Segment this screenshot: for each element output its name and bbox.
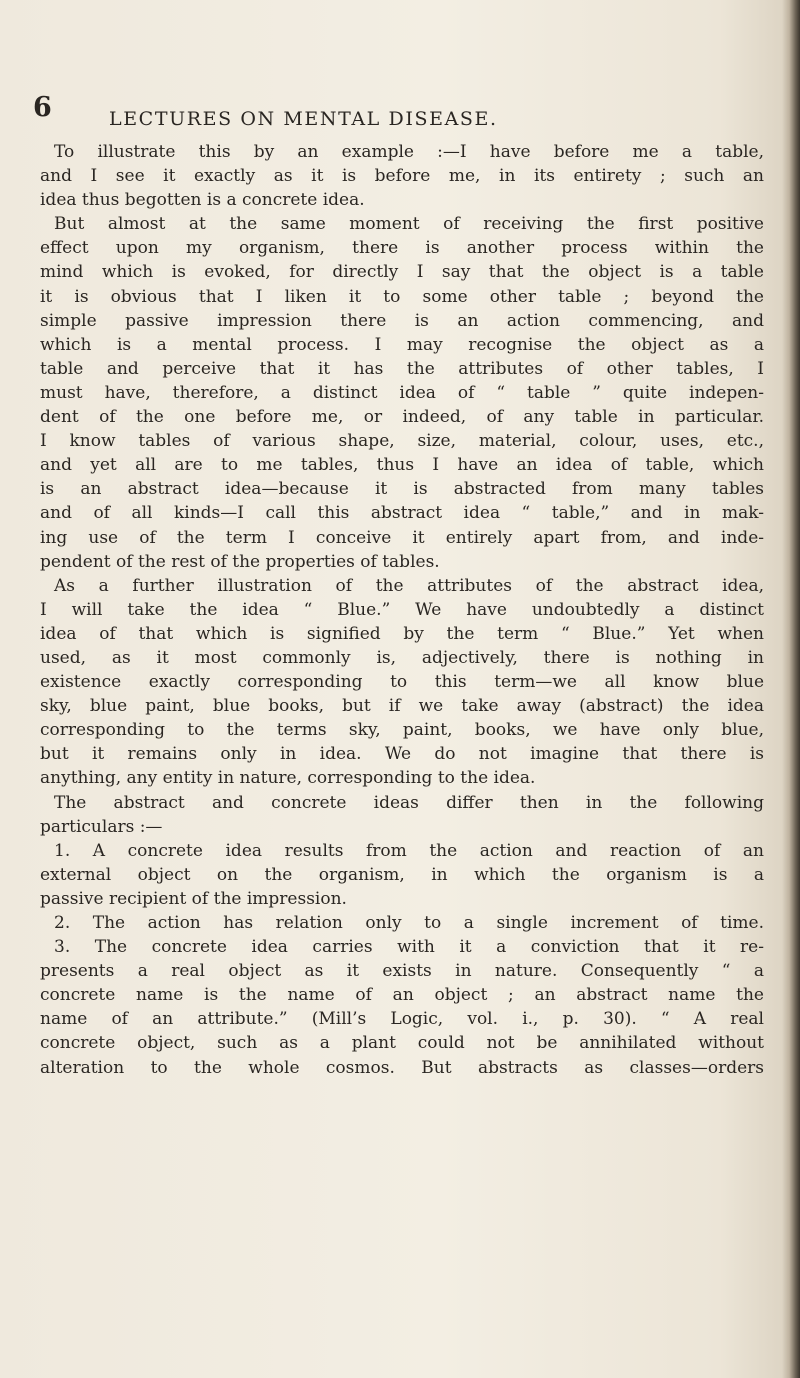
- text-line: ing use of the term I conceive it entirely apart from, and inde-: [40, 527, 764, 548]
- text-line: but it remains only in idea. We do not imagine that there is: [40, 744, 764, 765]
- text-line: which is a mental process. I may recognise the object as a: [40, 334, 764, 355]
- text-line: particulars :—: [40, 816, 163, 837]
- text-line: 1. A concrete idea results from the action and reaction of an: [54, 840, 764, 861]
- text-line: corresponding to the terms sky, paint, books, we have only blue,: [40, 720, 764, 741]
- text-line: concrete name is the name of an object ; an abstract name the: [40, 985, 764, 1006]
- text-line: effect upon my organism, there is another process within the: [40, 238, 764, 259]
- text-line: existence exactly corresponding to this term—we all know blue: [40, 672, 764, 693]
- text-line: sky, blue paint, blue books, but if we take away (abstract) the idea: [40, 696, 764, 717]
- text-line: I will take the idea “ Blue.” We have undoubtedly a distinct: [40, 599, 764, 620]
- text-line: I know tables of various shape, size, material, colour, uses, etc.,: [40, 431, 764, 452]
- text-line: used, as it most commonly is, adjectively, there is nothing in: [40, 647, 764, 668]
- text-line: As a further illustration of the attributes of the abstract idea,: [54, 575, 764, 596]
- text-line: idea of that which is signified by the term “ Blue.” Yet when: [40, 623, 764, 644]
- text-line: pendent of the rest of the properties of tables.: [40, 551, 440, 572]
- text-line: and of all kinds—I call this abstract idea “ table,” and in mak-: [40, 503, 764, 524]
- text-line: is an abstract idea—because it is abstracted from many tables: [40, 479, 764, 500]
- text-line: and I see it exactly as it is before me, in its entirety ; such an: [40, 166, 764, 187]
- text-line: The abstract and concrete ideas differ then in the following: [54, 792, 764, 813]
- running-head: LECTURES ON MENTAL DISEASE.: [109, 108, 498, 130]
- text-line: dent of the one before me, or indeed, of any table in particular.: [40, 407, 764, 428]
- text-line: must have, therefore, a distinct idea of “ table ” quite indepen-: [40, 382, 764, 403]
- text-line: To illustrate this by an example :—I have before me a table,: [54, 142, 764, 162]
- text-line: anything, any entity in nature, corresponding to the idea.: [40, 768, 536, 789]
- body-text: [40, 140, 764, 1080]
- page-header: [33, 92, 733, 134]
- text-line: alteration to the whole cosmos. But abstracts as classes—orders: [40, 1057, 764, 1078]
- text-line: name of an attribute.” (Mill’s Logic, vol. i., p. 30). “ A real: [40, 1009, 764, 1030]
- page-edge-shadow: [782, 0, 800, 1378]
- text-line: external object on the organism, in which the organism is a: [40, 864, 764, 885]
- text-line: 3. The concrete idea carries with it a conviction that it re-: [54, 937, 764, 958]
- text-line: idea thus begotten is a concrete idea.: [40, 190, 365, 211]
- text-line: concrete object, such as a plant could not be annihilated without: [40, 1033, 764, 1054]
- text-line: presents a real object as it exists in nature. Consequently “ a: [40, 961, 764, 982]
- text-line: it is obvious that I liken it to some other table ; beyond the: [40, 286, 764, 307]
- page-number: 6: [33, 92, 52, 123]
- text-line: passive recipient of the impression.: [40, 888, 347, 909]
- text-line: But almost at the same moment of receiving the first positive: [54, 214, 764, 235]
- text-line: table and perceive that it has the attributes of other tables, I: [40, 358, 764, 379]
- text-line: and yet all are to me tables, thus I have an idea of table, which: [40, 455, 764, 476]
- text-line: 2. The action has relation only to a single increment of time.: [54, 913, 764, 933]
- text-line: mind which is evoked, for directly I say that the object is a table: [40, 262, 764, 283]
- text-line: simple passive impression there is an action commencing, and: [40, 310, 764, 331]
